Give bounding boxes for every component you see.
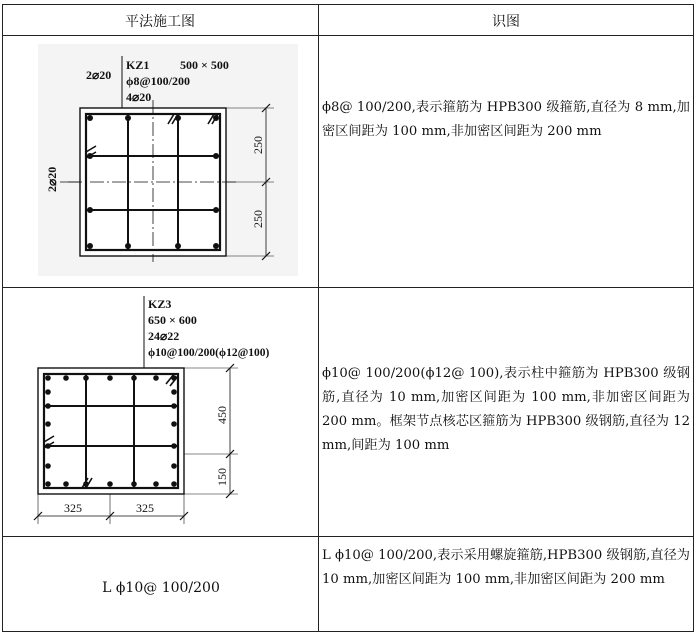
kz3-bar <box>107 375 113 381</box>
kz1-top-bars: 2⌀20 <box>86 68 112 82</box>
kz3-size: 650 × 600 <box>148 313 197 327</box>
kz3-dim-right-bottom: 150 <box>215 468 229 486</box>
kz1-side-bars: 2⌀20 <box>45 166 59 192</box>
kz3-bar <box>131 481 137 487</box>
kz3-bar <box>45 481 51 487</box>
kz1-stirrup: ϕ8@100/200 <box>126 74 190 88</box>
kz1-bar <box>213 207 219 213</box>
kz3-bar <box>171 443 177 449</box>
kz3-bar <box>45 463 51 469</box>
rebar-table <box>2 4 694 632</box>
kz3-dim-bottom-right: 325 <box>136 501 154 515</box>
kz3-bar <box>171 463 177 469</box>
row3-desc: L ϕ10@ 100/200,表示采用螺旋箍筋,HPB300 级钢筋,直径为 10 mm,加密区间距为 100 mm,非加密区间距为 200 mm <box>322 548 690 587</box>
kz3-bar <box>83 375 89 381</box>
row1-desc: ϕ8@ 100/200,表示箍筋为 HPB300 级箍筋,直径为 8 mm,加密区间距为 100 mm,非加密区间距为 200 mm <box>322 100 690 139</box>
kz3-bar <box>63 375 69 381</box>
kz1-size: 500 × 500 <box>180 58 229 72</box>
kz3-bar <box>153 481 159 487</box>
table-border-top <box>2 4 694 5</box>
kz1-bar <box>125 243 131 249</box>
header-reading: 识图 <box>492 14 520 30</box>
kz1-bar <box>125 115 131 121</box>
kz3-bar <box>45 421 51 427</box>
kz3-name: KZ3 <box>148 297 172 311</box>
header-divider <box>2 35 694 36</box>
kz1-bar <box>213 243 219 249</box>
kz3-outline <box>38 368 184 494</box>
row-divider-1 <box>2 287 694 288</box>
kz1-bar <box>87 115 93 121</box>
row-divider-2 <box>2 536 694 537</box>
kz3-bar <box>171 389 177 395</box>
kz1-bar <box>175 243 181 249</box>
kz3-bar <box>45 403 51 409</box>
kz1-bar <box>213 153 219 159</box>
kz1-bar <box>87 243 93 249</box>
kz3-stirrup: ϕ10@100/200(ϕ12@100) <box>148 347 270 359</box>
kz1-bottom-bars: 4⌀20 <box>126 90 152 104</box>
table-border-right <box>693 4 694 632</box>
kz1-dim-lower: 250 <box>251 210 265 228</box>
kz1-dim-upper: 250 <box>251 136 265 154</box>
kz3-bar <box>171 421 177 427</box>
column-divider <box>318 4 319 632</box>
kz1-name: KZ1 <box>126 58 150 72</box>
kz3-bar <box>153 375 159 381</box>
kz3-bar <box>107 481 113 487</box>
kz3-dim-bottom-left: 325 <box>64 501 82 515</box>
kz3-bars: 24⌀22 <box>148 329 180 343</box>
kz3-bar <box>45 389 51 395</box>
kz3-bar <box>63 481 69 487</box>
kz3-bar <box>45 375 51 381</box>
row3-label: L ϕ10@ 100/200 <box>102 580 220 596</box>
header-drawing: 平法施工图 <box>125 14 195 30</box>
kz1-drawing <box>38 44 298 276</box>
kz1-bar <box>87 207 93 213</box>
kz3-bar <box>171 481 177 487</box>
table-border-left <box>2 4 3 632</box>
kz3-bar <box>131 375 137 381</box>
kz3-bar <box>171 403 177 409</box>
row2-desc: ϕ10@ 100/200(ϕ12@ 100),表示柱中箍筋为 HPB300 级钢筋,直径为 10 mm,加密区间距为 100 mm,非加密区间距为 200 mm。框架节点核芯区箍筋为 HPB300 级钢筋,直径为 12 mm,间距为 100 mm <box>322 366 690 453</box>
kz3-dim-right-top: 450 <box>215 406 229 424</box>
kz3-drawing <box>30 296 292 528</box>
